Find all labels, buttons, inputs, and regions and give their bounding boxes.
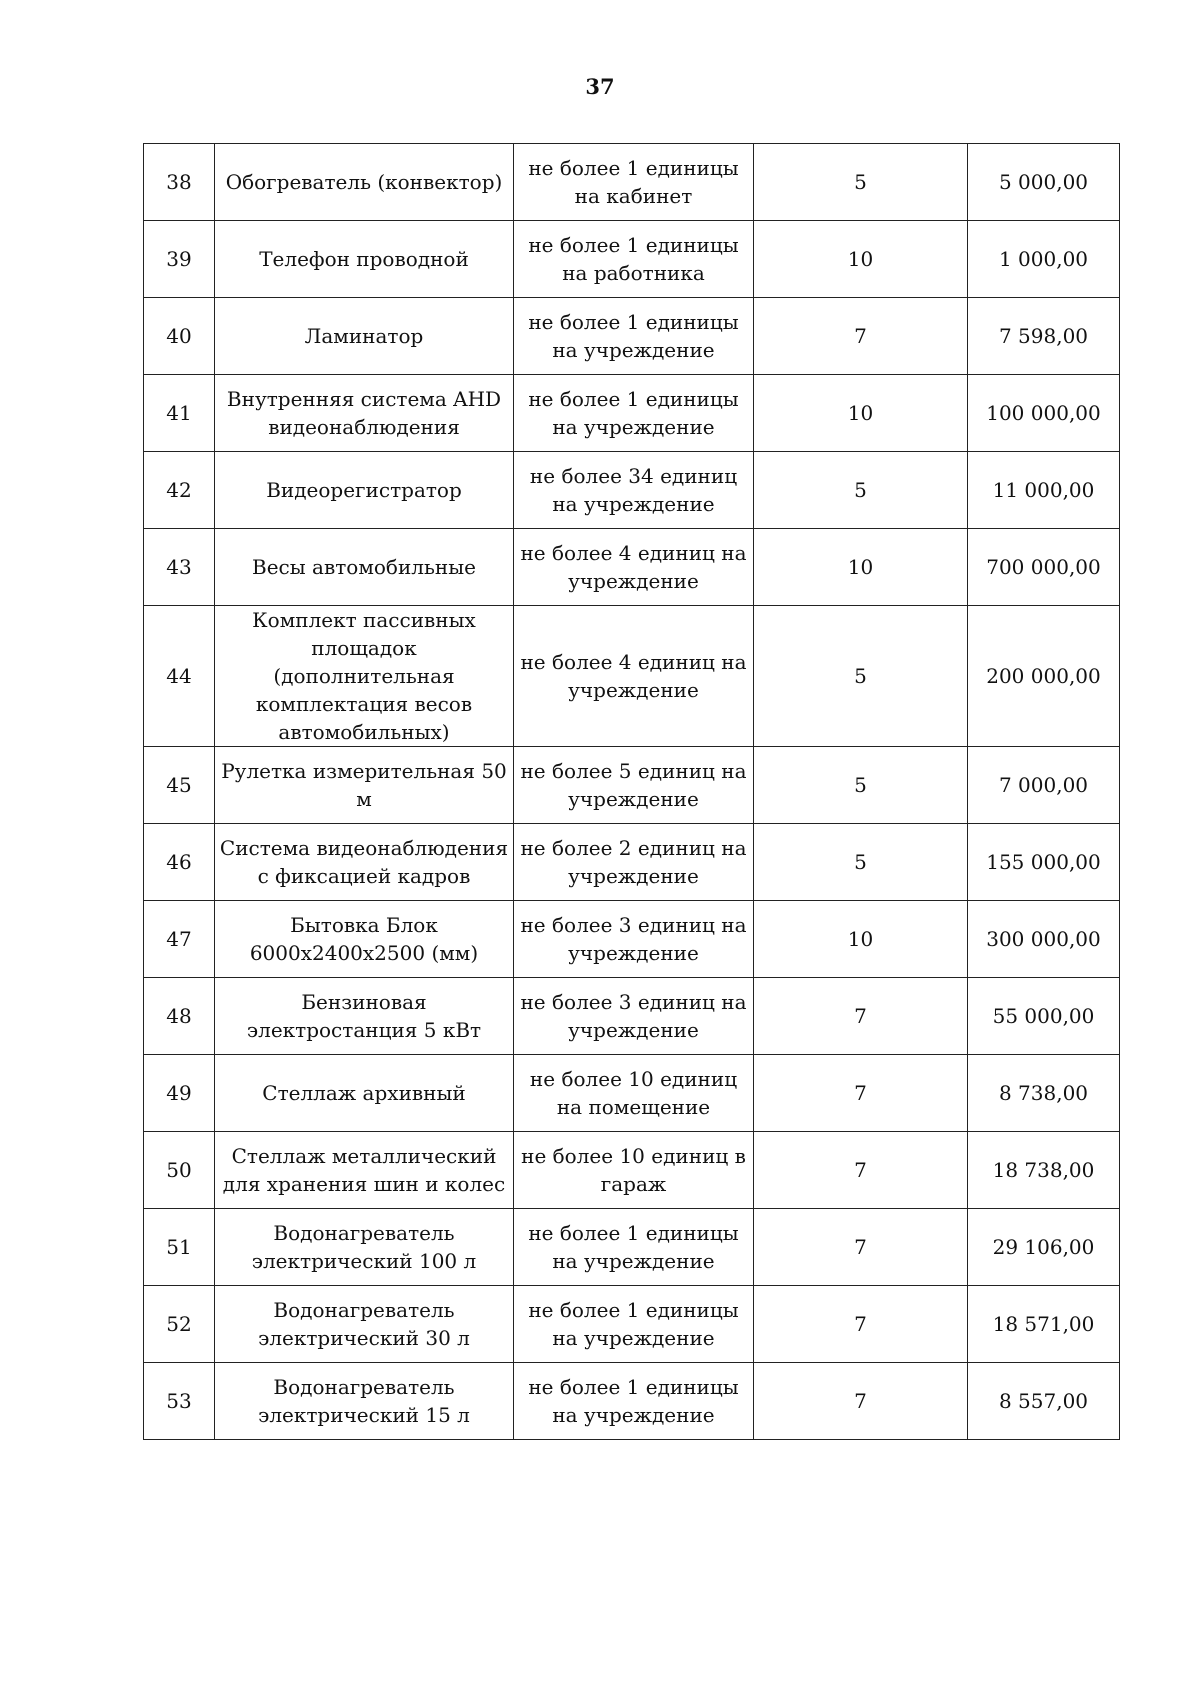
service-years: 7 bbox=[754, 1363, 968, 1440]
row-number: 38 bbox=[144, 144, 215, 221]
table-row bbox=[144, 375, 1120, 452]
quantity-norm: не более 3 единиц на учреждение bbox=[514, 901, 754, 978]
price: 55 000,00 bbox=[968, 978, 1120, 1055]
table-row bbox=[144, 298, 1120, 375]
table-row bbox=[144, 901, 1120, 978]
price: 700 000,00 bbox=[968, 529, 1120, 606]
service-years: 10 bbox=[754, 529, 968, 606]
service-years: 5 bbox=[754, 144, 968, 221]
service-years: 7 bbox=[754, 1286, 968, 1363]
price: 1 000,00 bbox=[968, 221, 1120, 298]
price: 7 598,00 bbox=[968, 298, 1120, 375]
table-row bbox=[144, 144, 1120, 221]
item-name: Обогреватель (конвектор) bbox=[215, 144, 514, 221]
table-row bbox=[144, 1132, 1120, 1209]
table-row bbox=[144, 606, 1120, 747]
quantity-norm: не более 4 единиц на учреждение bbox=[514, 529, 754, 606]
item-name: Система видеонаблюдения с фиксацией кадров bbox=[215, 824, 514, 901]
table-row bbox=[144, 529, 1120, 606]
item-name: Бензиновая электростанция 5 кВт bbox=[215, 978, 514, 1055]
price: 29 106,00 bbox=[968, 1209, 1120, 1286]
service-years: 10 bbox=[754, 901, 968, 978]
price: 300 000,00 bbox=[968, 901, 1120, 978]
service-years: 5 bbox=[754, 747, 968, 824]
quantity-norm: не более 1 единицы на учреждение bbox=[514, 1363, 754, 1440]
row-number: 44 bbox=[144, 606, 215, 747]
quantity-norm: не более 1 единицы на учреждение bbox=[514, 298, 754, 375]
row-number: 39 bbox=[144, 221, 215, 298]
item-name: Стеллаж металлический для хранения шин и колес bbox=[215, 1132, 514, 1209]
item-name: Бытовка Блок 6000х2400х2500 (мм) bbox=[215, 901, 514, 978]
service-years: 10 bbox=[754, 221, 968, 298]
row-number: 51 bbox=[144, 1209, 215, 1286]
row-number: 47 bbox=[144, 901, 215, 978]
item-name: Внутренняя система AHD видеонаблюдения bbox=[215, 375, 514, 452]
item-name: Водонагреватель электрический 30 л bbox=[215, 1286, 514, 1363]
price: 18 738,00 bbox=[968, 1132, 1120, 1209]
quantity-norm: не более 1 единицы на учреждение bbox=[514, 375, 754, 452]
row-number: 46 bbox=[144, 824, 215, 901]
quantity-norm: не более 2 единиц на учреждение bbox=[514, 824, 754, 901]
table-row bbox=[144, 452, 1120, 529]
table-row bbox=[144, 824, 1120, 901]
table-row bbox=[144, 747, 1120, 824]
table-row bbox=[144, 1286, 1120, 1363]
quantity-norm: не более 1 единицы на учреждение bbox=[514, 1286, 754, 1363]
row-number: 48 bbox=[144, 978, 215, 1055]
item-name: Стеллаж архивный bbox=[215, 1055, 514, 1132]
row-number: 52 bbox=[144, 1286, 215, 1363]
price: 8 557,00 bbox=[968, 1363, 1120, 1440]
item-name: Видеорегистратор bbox=[215, 452, 514, 529]
price: 8 738,00 bbox=[968, 1055, 1120, 1132]
row-number: 42 bbox=[144, 452, 215, 529]
item-name: Комплект пассивных площадок (дополнительная комплектация весов автомобильных) bbox=[215, 606, 514, 747]
item-name: Водонагреватель электрический 15 л bbox=[215, 1363, 514, 1440]
quantity-norm: не более 4 единиц на учреждение bbox=[514, 606, 754, 747]
table-row bbox=[144, 1055, 1120, 1132]
row-number: 53 bbox=[144, 1363, 215, 1440]
quantity-norm: не более 10 единиц на помещение bbox=[514, 1055, 754, 1132]
row-number: 43 bbox=[144, 529, 215, 606]
price: 11 000,00 bbox=[968, 452, 1120, 529]
table-row bbox=[144, 1363, 1120, 1440]
row-number: 40 bbox=[144, 298, 215, 375]
quantity-norm: не более 1 единицы на учреждение bbox=[514, 1209, 754, 1286]
table-row bbox=[144, 221, 1120, 298]
row-number: 50 bbox=[144, 1132, 215, 1209]
quantity-norm: не более 1 единицы на работника bbox=[514, 221, 754, 298]
quantity-norm: не более 5 единиц на учреждение bbox=[514, 747, 754, 824]
service-years: 10 bbox=[754, 375, 968, 452]
item-name: Весы автомобильные bbox=[215, 529, 514, 606]
quantity-norm: не более 10 единиц в гараж bbox=[514, 1132, 754, 1209]
service-years: 5 bbox=[754, 452, 968, 529]
table-row bbox=[144, 1209, 1120, 1286]
quantity-norm: не более 34 единиц на учреждение bbox=[514, 452, 754, 529]
item-name: Ламинатор bbox=[215, 298, 514, 375]
item-name: Рулетка измерительная 50 м bbox=[215, 747, 514, 824]
price: 200 000,00 bbox=[968, 606, 1120, 747]
service-years: 7 bbox=[754, 1055, 968, 1132]
quantity-norm: не более 1 единицы на кабинет bbox=[514, 144, 754, 221]
service-years: 5 bbox=[754, 824, 968, 901]
row-number: 41 bbox=[144, 375, 215, 452]
service-years: 5 bbox=[754, 606, 968, 747]
table-row bbox=[144, 978, 1120, 1055]
row-number: 49 bbox=[144, 1055, 215, 1132]
quantity-norm: не более 3 единиц на учреждение bbox=[514, 978, 754, 1055]
price: 100 000,00 bbox=[968, 375, 1120, 452]
page-number: 37 bbox=[585, 74, 615, 99]
item-name: Водонагреватель электрический 100 л bbox=[215, 1209, 514, 1286]
service-years: 7 bbox=[754, 1209, 968, 1286]
price: 7 000,00 bbox=[968, 747, 1120, 824]
service-years: 7 bbox=[754, 978, 968, 1055]
service-years: 7 bbox=[754, 298, 968, 375]
equipment-table bbox=[143, 143, 1120, 1440]
price: 18 571,00 bbox=[968, 1286, 1120, 1363]
service-years: 7 bbox=[754, 1132, 968, 1209]
row-number: 45 bbox=[144, 747, 215, 824]
price: 155 000,00 bbox=[968, 824, 1120, 901]
item-name: Телефон проводной bbox=[215, 221, 514, 298]
price: 5 000,00 bbox=[968, 144, 1120, 221]
